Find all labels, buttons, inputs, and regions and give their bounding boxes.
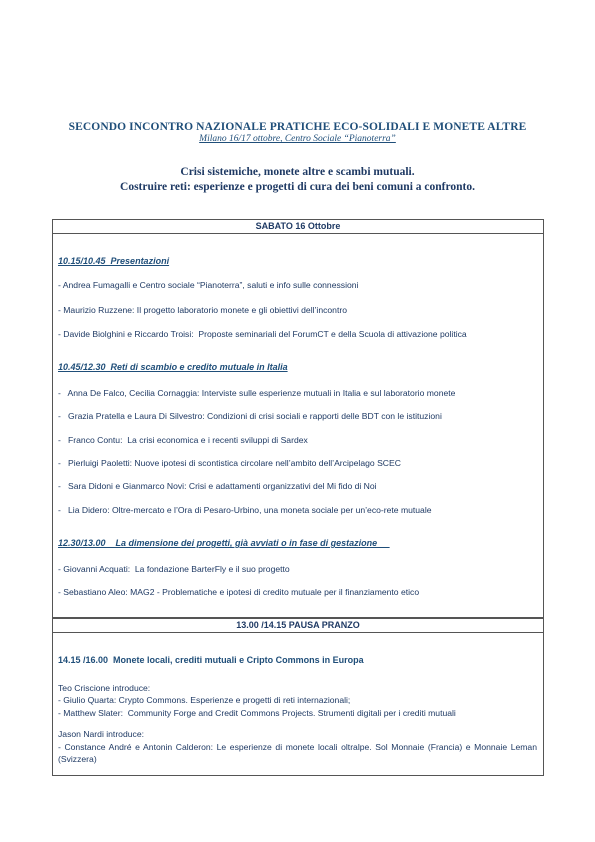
day-bar: SABATO 16 Ottobre — [53, 220, 543, 234]
list-item: - Maurizio Ruzzene: Il progetto laboratorio monete e gli obiettivi dell’incontro — [58, 305, 347, 315]
list-item: - Davide Biolghini e Riccardo Troisi: Proposte seminariali del ForumCT e della Scuola di attivazione politica — [58, 329, 467, 339]
list-item: - Anna De Falco, Cecilia Cornaggia: Interviste sulle esperienze mutuali in Italia e sul laboratorio monete — [58, 388, 456, 398]
list-item: - Sebastiano Aleo: MAG2 - Problematiche e ipotesi di credito mutuale per il finanziamento etico — [58, 587, 420, 597]
list-item-paragraph: - Constance André e Antonin Calderon: Le esperienze di monete locali oltralpe. Sol Monnaie (Francia) e Monnaie Leman (Svizzera) — [58, 742, 537, 764]
list-item: - Pierluigi Paoletti: Nuove ipotesi di scontistica circolare nell’ambito dell’Arcipelago SCEC — [58, 458, 401, 468]
document-title: SECONDO INCONTRO NAZIONALE PRATICHE ECO-SOLIDALI E MONETE ALTRE — [68, 121, 527, 133]
document-subtitle — [0, 134, 595, 144]
section-title-presentazioni: 10.15/10.45 Presentazioni — [58, 256, 170, 266]
intro-line: Jason Nardi introduce: — [58, 729, 144, 739]
subtitle-text: Milano 16/17 ottobre, Centro Sociale “Pianoterra” — [199, 134, 396, 144]
heading-line-1: Crisi sistemiche, monete altre e scambi mutuali. — [180, 166, 415, 178]
list-item: - Giulio Quarta: Crypto Commons. Esperienze e progetti di reti internazionali; — [58, 695, 351, 705]
list-item: - Grazia Pratella e Laura Di Silvestro: Condizioni di crisi sociali e rapporti delle BDT con le istituzioni — [58, 411, 442, 421]
list-item: - Matthew Slater: Community Forge and Credit Commons Projects. Strumenti digitali per i crediti mutuali — [58, 708, 456, 718]
morning-program-box — [52, 219, 544, 618]
list-item: - Giovanni Acquati: La fondazione BarterFly e il suo progetto — [58, 564, 290, 574]
intro-line: Teo Criscione introduce: — [58, 683, 151, 693]
afternoon-program-box — [52, 618, 544, 776]
list-item: - Lia Didero: Oltre-mercato e l’Ora di Pesaro-Urbino, una moneta sociale per un’eco-rete mutuale — [58, 505, 432, 515]
heading-line-2: Costruire reti: esperienze e progetti di cura dei beni comuni a confronto. — [120, 181, 475, 193]
list-item: - Sara Didoni e Gianmarco Novi: Crisi e adattamenti organizzativi del Mi fido di Noi — [58, 481, 377, 491]
list-item: - Franco Contu: La crisi economica e i recenti sviluppi di Sardex — [58, 435, 308, 445]
section-title-progetti: 12.30/13.00 La dimensione dei progetti, già avviati o in fase di gestazione — [58, 538, 390, 548]
afternoon-section-title: 14.15 /16.00 Monete locali, crediti mutuali e Cripto Commons in Europa — [58, 655, 364, 665]
lunch-bar: 13.00 /14.15 PAUSA PRANZO — [53, 619, 543, 633]
list-item: - Andrea Fumagalli e Centro sociale “Pianoterra”, saluti e info sulle connessioni — [58, 280, 359, 290]
section-title-reti: 10.45/12.30 Reti di scambio e credito mutuale in Italia — [58, 362, 288, 372]
